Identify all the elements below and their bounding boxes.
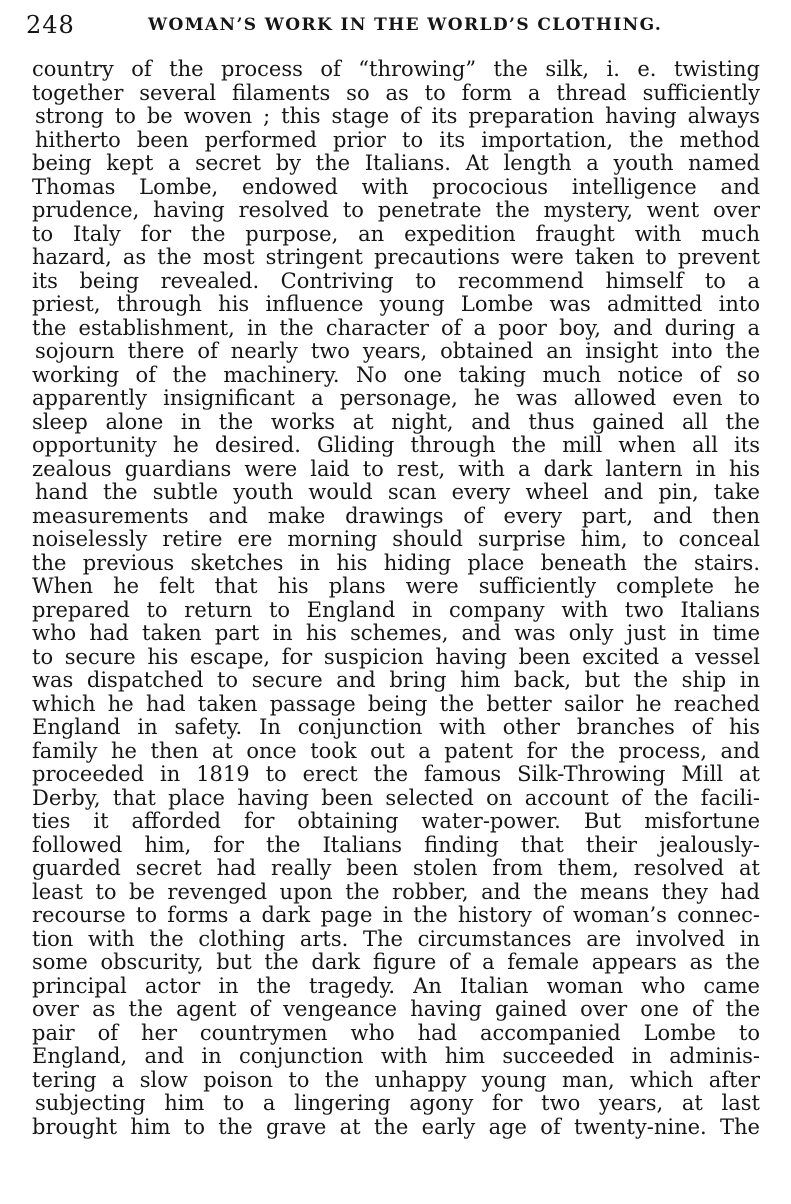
text-line: England in safety. In conjunction with other branches of his [32,716,760,739]
text-line: prepared to return to England in company with two Italians [32,598,760,622]
text-line: subjecting him to a lingering agony for two years, at last [35,1092,760,1115]
text-line: who had taken part in his schemes, and was only just in time [32,622,760,645]
page-header [26,10,766,40]
text-line: tering a slow poison to the unhappy young man, which after [32,1068,760,1092]
text-line: principal actor in the tragedy. An Italian woman who came [32,974,760,998]
text-line: When he felt that his plans were sufficiently complete he [32,575,760,598]
text-line: recourse to forms a dark page in the history of woman’s connec- [32,904,760,927]
text-line: brought him to the grave at the early age of twenty-nine. The [32,1115,760,1139]
text-line: Thomas Lombe, endowed with prococious intelligence and [32,175,760,199]
text-line: the previous sketches in his hiding place beneath the stairs. [32,551,760,575]
text-line: its being revealed. Contriving to recommend himself to a [32,269,760,293]
text-line: zealous guardians were laid to rest, with a dark lantern in his [32,457,760,481]
text-line: hitherto been performed prior to its importation, the method [35,128,760,152]
text-line: ties it afforded for obtaining water-power. But misfortune [32,810,760,833]
text-line: hand the subtle youth would scan every wheel and pin, take [35,481,760,504]
text-line: hazard, as the most stringent precautions were taken to prevent [32,246,760,269]
text-line: guarded secret had really been stolen from them, resolved at [32,857,760,880]
text-line: over as the agent of vengeance having gained over one of the [32,998,760,1021]
text-line: least to be revenged upon the robber, and the means they had [32,880,760,904]
text-line: some obscurity, but the dark figure of a female appears as the [32,951,760,974]
text-line: being kept a secret by the Italians. At length a youth named [32,152,760,175]
text-line: was dispatched to secure and bring him back, but the ship in [32,669,760,692]
text-line: which he had taken passage being the better sailor he reached [32,692,760,716]
text-line: to Italy for the purpose, an expedition fraught with much [32,222,760,246]
text-line: family he then at once took out a patent for the process, and [32,739,760,763]
text-line: the establishment, in the character of a poor boy, and during a [32,316,760,340]
text-line: apparently insignificant a personage, he was allowed even to [32,387,760,410]
text-line: prudence, having resolved to penetrate the mystery, went over [32,199,760,222]
text-line: England, and in conjunction with him succeeded in adminis- [32,1045,760,1068]
text-line: sojourn there of nearly two years, obtained an insight into the [35,340,760,363]
text-line: followed him, for the Italians finding that their jealously- [32,833,760,857]
text-line: proceeded in 1819 to erect the famous Silk-Throwing Mill at [32,763,760,786]
text-line: sleep alone in the works at night, and thus gained all the [32,410,760,434]
text-line: Derby, that place having been selected on account of the facili- [32,786,760,810]
text-line: strong to be woven ; this stage of its preparation having always [35,105,760,128]
page-number: 248 [26,11,75,39]
text-line: together several filaments so as to form a thread sufficiently [32,81,760,105]
text-line: to secure his escape, for suspicion having been excited a vessel [32,645,760,669]
text-line: measurements and make drawings of every part, and then [32,504,760,528]
text-line: opportunity he desired. Gliding through the mill when all its [32,434,760,457]
text-line: noiselessly retire ere morning should surprise him, to conceal [32,528,760,551]
running-title: WOMAN’S WORK IN THE WORLD’S CLOTHING. [148,15,663,35]
text-line: pair of her countrymen who had accompanied Lombe to [32,1021,760,1045]
body-text [32,58,760,1139]
text-line: working of the machinery. No one taking much notice of so [32,363,760,387]
text-line: priest, through his influence young Lombe was admitted into [32,293,760,316]
text-line: tion with the clothing arts. The circumstances are involved in [32,927,760,951]
text-line: country of the process of “throwing” the silk, i. e. twisting [32,58,760,81]
